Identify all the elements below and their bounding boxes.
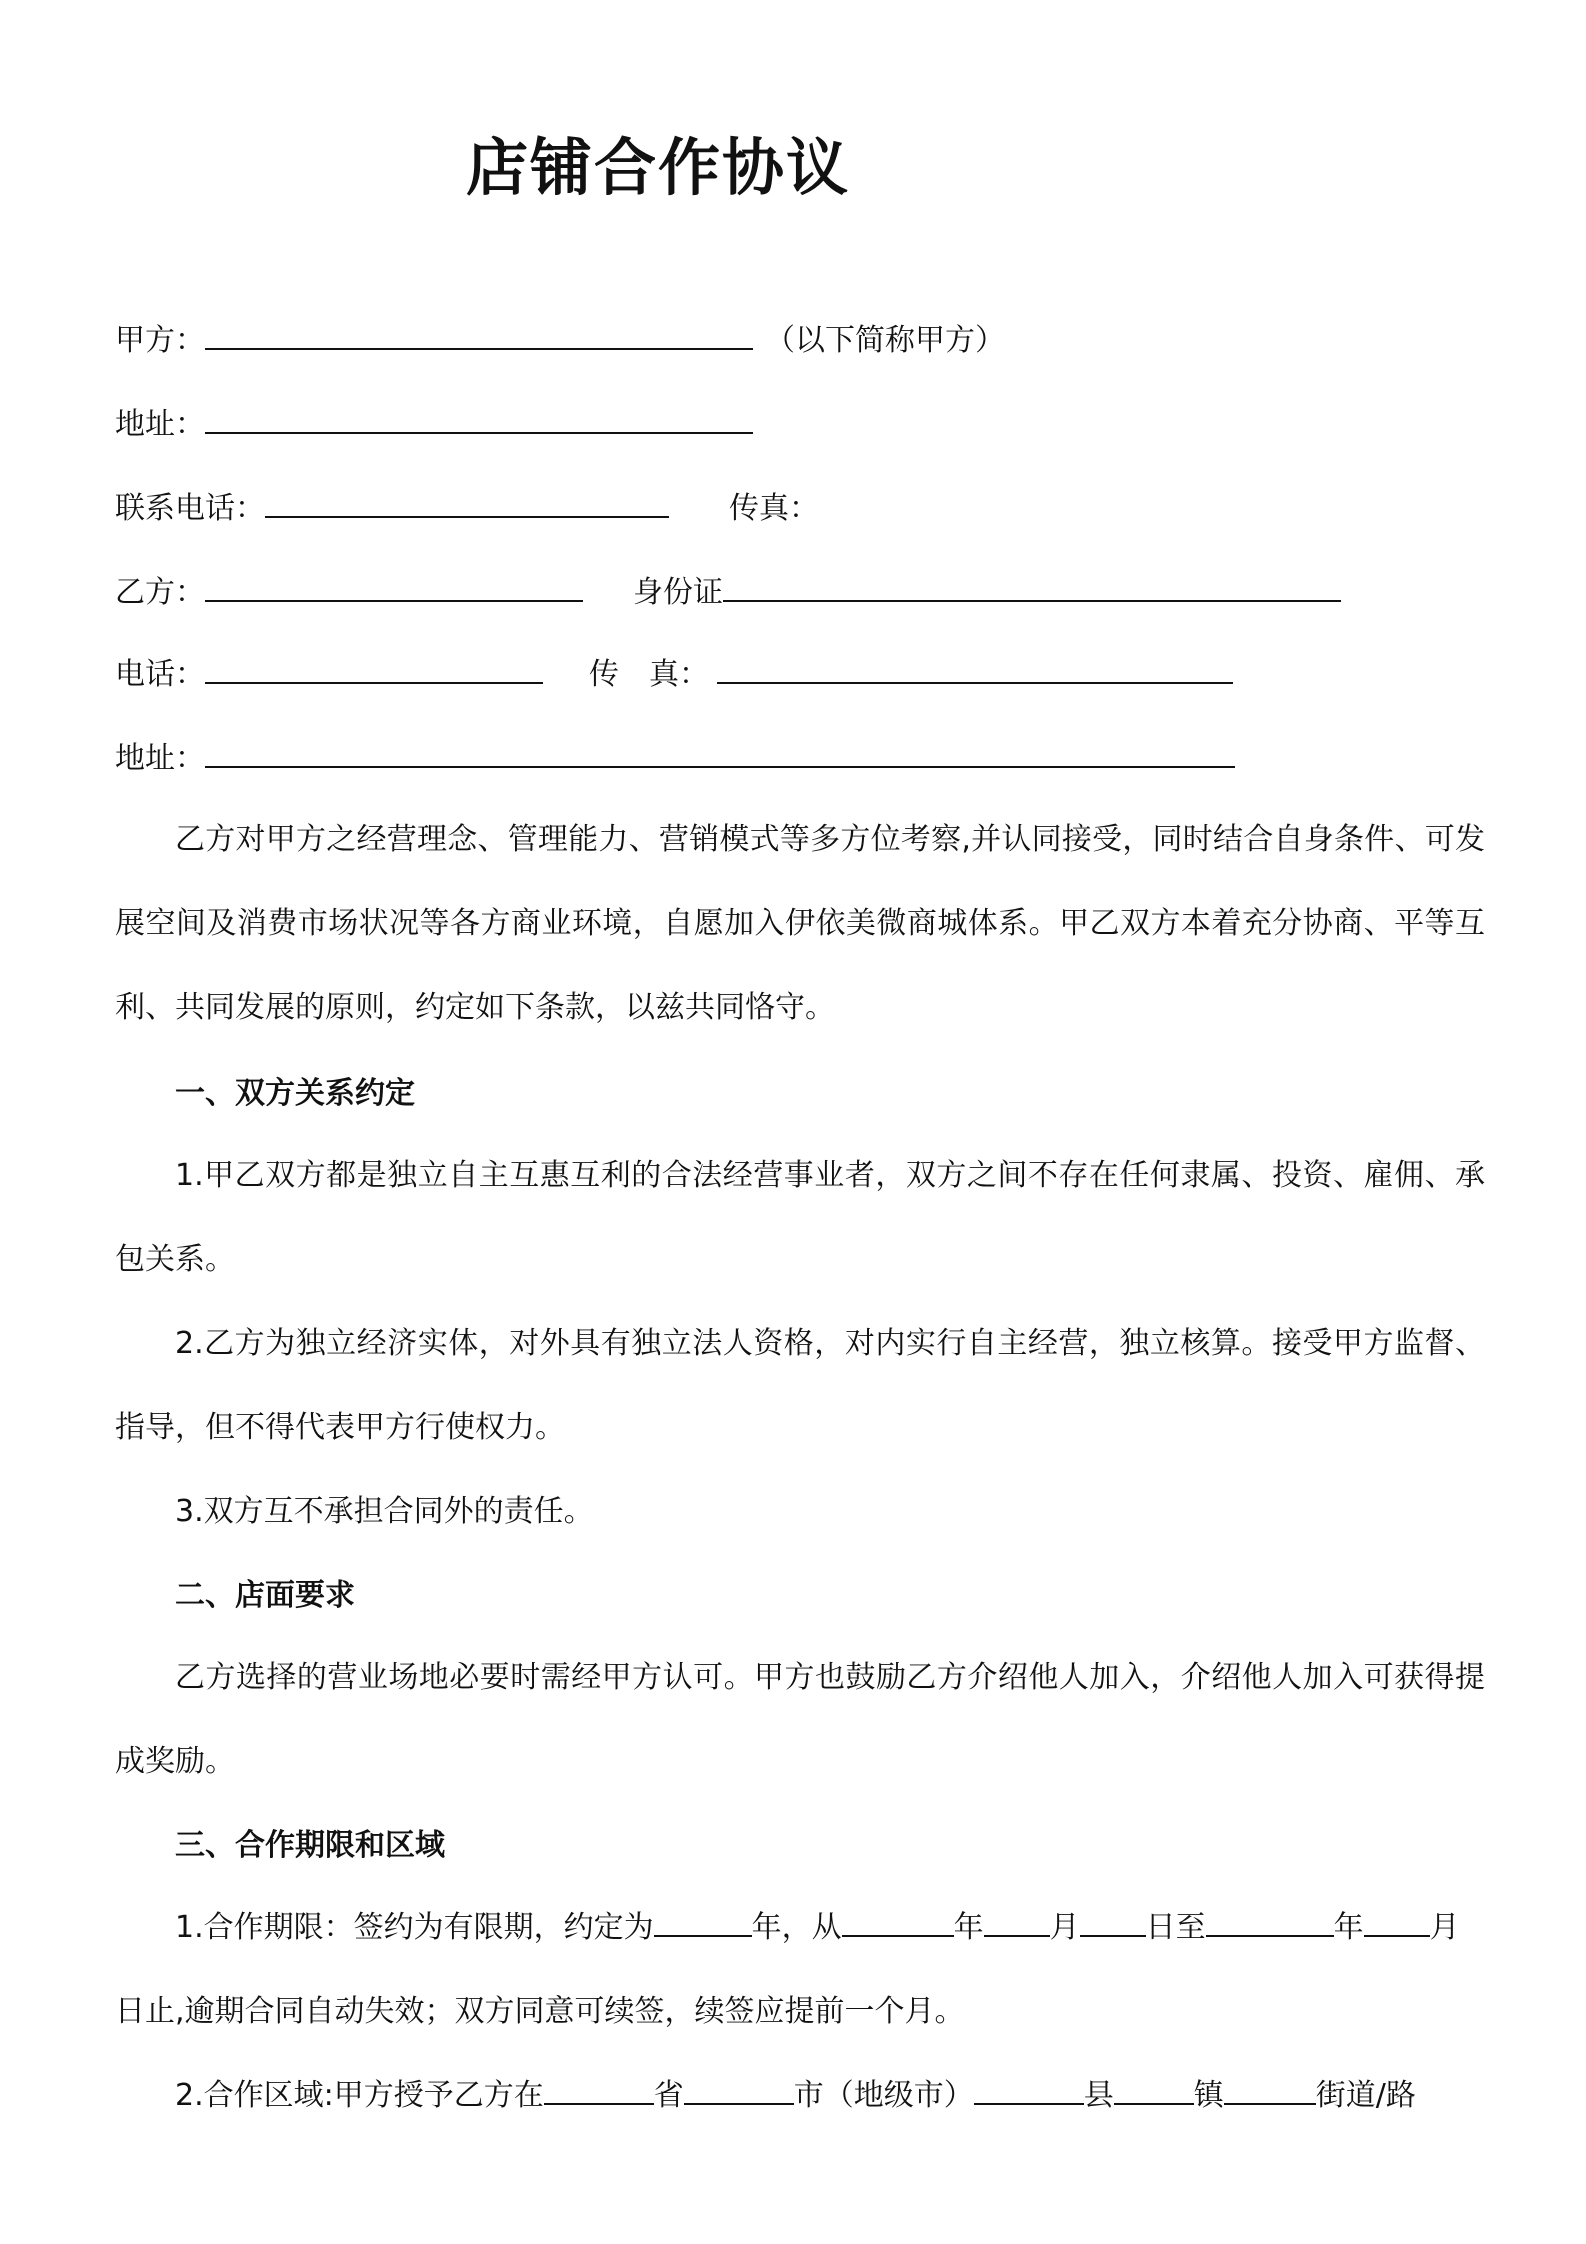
party-a-fax-label: 传真：: [729, 491, 819, 526]
document-title: 店铺合作协议: [466, 131, 851, 204]
region-line: [115, 2054, 1485, 2138]
term-part-1: 1.合作期限：签约为有限期，约定为: [175, 1910, 654, 1945]
party-b-phone-label: 电话：: [115, 657, 205, 692]
city-blank[interactable]: [684, 2073, 794, 2105]
region-part-5: 镇: [1193, 2078, 1224, 2113]
start-day-blank[interactable]: [1080, 1905, 1146, 1937]
term-part-4: 月: [1049, 1910, 1080, 1945]
party-b-address-label: 地址：: [115, 741, 205, 776]
party-b-id-blank[interactable]: [723, 570, 1341, 602]
term-line-2: 日止,逾期合同自动失效；双方同意可续签，续签应提前一个月。: [115, 1994, 965, 2029]
party-b-label: 乙方：: [115, 575, 205, 610]
party-a-phone-label: 联系电话：: [115, 491, 265, 526]
end-year-blank[interactable]: [1206, 1905, 1334, 1937]
region-part-6: 街道/路: [1315, 2078, 1416, 2113]
section-2-text: 乙方选择的营业场地必要时需经甲方认可。甲方也鼓励乙方介绍他人加入，介绍他人加入可获得提成奖励。: [115, 1660, 1485, 1779]
region-part-2: 省: [653, 2078, 684, 2113]
term-part-5: 日至: [1145, 1910, 1206, 1945]
party-b-address-line: [115, 736, 1235, 781]
party-a-suffix: （以下简称甲方）: [765, 323, 1005, 358]
street-blank[interactable]: [1224, 2073, 1316, 2105]
party-b-fax-label: 传 真：: [589, 657, 709, 692]
term-part-3: 年: [953, 1910, 984, 1945]
term-part-6: 年: [1333, 1910, 1364, 1945]
county-blank[interactable]: [974, 2073, 1084, 2105]
party-b-phone-blank[interactable]: [205, 652, 543, 684]
town-blank[interactable]: [1114, 2073, 1194, 2105]
start-year-blank[interactable]: [842, 1905, 954, 1937]
party-b-line: [115, 570, 1341, 615]
party-a-address-label: 地址：: [115, 407, 205, 442]
party-a-address-blank[interactable]: [205, 402, 753, 434]
section-2-heading: 二、店面要求: [175, 1578, 355, 1613]
term-line: [115, 1886, 1485, 1970]
party-b-phone-line: [115, 652, 1233, 697]
region-part-3: 市（地级市）: [793, 2078, 974, 2113]
section-1-item-1: 1.甲乙双方都是独立自主互惠互利的合法经营事业者，双方之间不存在任何隶属、投资、雇佣、承包关系。: [115, 1158, 1485, 1277]
province-blank[interactable]: [544, 2073, 654, 2105]
section-1-item-2: 2.乙方为独立经济实体，对外具有独立法人资格，对内实行自主经营，独立核算。接受甲方监督、指导，但不得代表甲方行使权力。: [115, 1326, 1485, 1445]
party-b-address-blank[interactable]: [205, 736, 1235, 768]
party-b-id-label: 身份证: [633, 575, 723, 610]
end-month-blank[interactable]: [1364, 1905, 1430, 1937]
section-1-heading: 一、双方关系约定: [175, 1076, 415, 1111]
section-3-heading: 三、合作期限和区域: [175, 1828, 445, 1863]
party-a-address-line: [115, 402, 753, 447]
term-part-7: 月: [1429, 1910, 1460, 1945]
term-years-blank[interactable]: [654, 1905, 752, 1937]
intro-paragraph: 乙方对甲方之经营理念、管理能力、营销模式等多方位考察,并认同接受，同时结合自身条件、可发展空间及消费市场状况等各方商业环境，自愿加入伊依美微商城体系。甲乙双方本着充分协商、平等互利、共同发展的原则，约定如下条款，以兹共同恪守。: [115, 822, 1485, 1025]
party-b-fax-blank[interactable]: [717, 652, 1233, 684]
party-a-phone-blank[interactable]: [265, 486, 669, 518]
party-a-phone-line: [115, 486, 819, 531]
party-a-label: 甲方：: [115, 323, 205, 358]
party-b-blank[interactable]: [205, 570, 583, 602]
region-part-4: 县: [1083, 2078, 1114, 2113]
region-part-1: 2.合作区域:甲方授予乙方在: [175, 2078, 544, 2113]
party-a-blank[interactable]: [205, 318, 753, 350]
term-part-2: 年，从: [751, 1910, 842, 1945]
party-a-line: [115, 318, 1005, 363]
start-month-blank[interactable]: [984, 1905, 1050, 1937]
section-1-item-3: 3.双方互不承担合同外的责任。: [175, 1494, 594, 1529]
